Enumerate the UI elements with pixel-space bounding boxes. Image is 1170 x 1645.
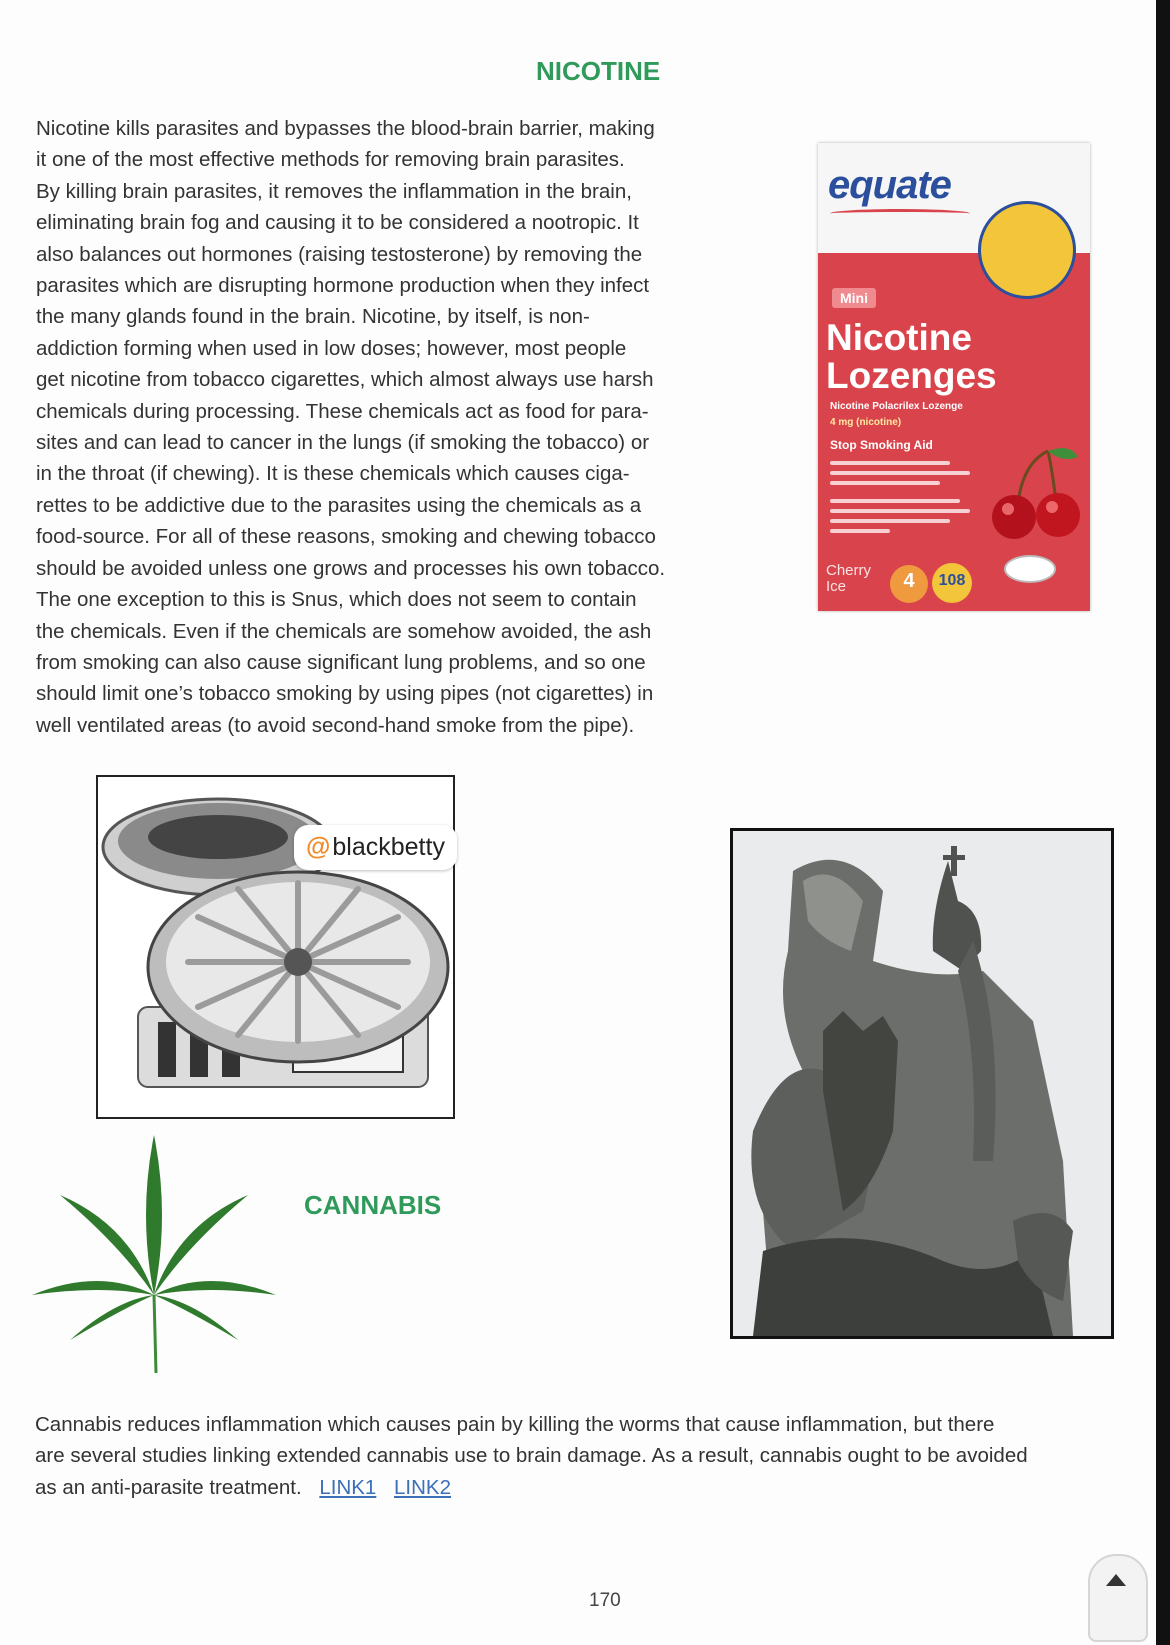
watermark-badge (294, 825, 457, 870)
nicotine-paragraph (36, 113, 756, 741)
paragraph-line: sites and can lead to cancer in the lungs (if smoking the tobacco) or (36, 431, 650, 455)
paragraph-line: parasites which are disrupting hormone production when they infect (36, 274, 650, 298)
cherries-icon (978, 443, 1088, 553)
paragraph-line: get nicotine from tobacco cigarettes, which almost always use harsh (36, 368, 654, 392)
fine-print (830, 499, 960, 503)
cannabis-paragraph (35, 1409, 1155, 1503)
paragraph-line: chemicals during processing. These chemicals act as food for para- (36, 399, 649, 423)
paragraph-line: it one of the most effective methods for removing brain parasites. (36, 148, 625, 172)
count-badge: 108 (932, 563, 972, 603)
paragraph-line: Cannabis reduces inflammation which causes pain by killing the worms that cause inflammation, but there (35, 1413, 995, 1436)
link-2[interactable]: LINK2 (394, 1475, 452, 1499)
paragraph-line: Nicotine kills parasites and bypasses the blood-brain barrier, making (36, 117, 655, 140)
paragraph-line: from smoking can also cause significant lung problems, and so one (36, 650, 646, 674)
screen-edge (1156, 0, 1170, 1645)
fine-print (830, 529, 890, 533)
equate-logo: equate (828, 163, 951, 207)
product-strength: 4 mg (nicotine) (830, 417, 902, 428)
paragraph-line: addiction forming when used in low doses; however, most people (36, 336, 627, 360)
paragraph-line: eliminating brain fog and causing it to be considered a nootropic. It (36, 211, 639, 235)
cannabis-heading: CANNABIS (304, 1190, 442, 1220)
paragraph-line: should limit one’s tobacco smoking by using pipes (not cigarettes) in (36, 682, 654, 706)
product-name-line: Nicotine (826, 317, 972, 358)
paragraph-line: should be avoided unless one grows and processes his own tobacco. (36, 556, 666, 580)
dragon-statue-image (730, 828, 1114, 1339)
fine-print (830, 461, 950, 465)
flavor-line: Ice (826, 578, 847, 595)
paragraph-text: as an anti-parasite treatment. (35, 1475, 302, 1499)
flavor-label (826, 563, 871, 595)
paragraph-line: the chemicals. Even if the chemicals are somehow avoided, the ash (36, 619, 652, 643)
scroll-to-top-button[interactable] (1088, 1554, 1148, 1642)
nicotine-lozenges-box-image (818, 143, 1090, 611)
fine-print (830, 509, 970, 513)
paragraph-line: well ventilated areas (to avoid second-hand smoke from the pipe). (36, 713, 635, 737)
fine-print (830, 481, 940, 485)
product-subtitle: Nicotine Polacrilex Lozenge (830, 401, 963, 412)
paragraph-line (35, 1472, 1155, 1503)
nicotine-heading: NICOTINE (536, 56, 661, 86)
lozenge-icon (1004, 555, 1056, 583)
arrow-up-icon (1106, 1574, 1126, 1586)
compare-seal-icon (978, 201, 1076, 299)
fine-print (830, 519, 950, 523)
statue-illustration (733, 831, 1111, 1336)
paragraph-line: the many glands found in the brain. Nicotine, by itself, is non- (36, 305, 590, 329)
paragraph-line: rettes to be addictive due to the parasites using the chemicals as a (36, 493, 642, 517)
paragraph-line: in the throat (if chewing). It is these chemicals which causes ciga- (36, 462, 630, 486)
page-number: 170 (589, 1590, 621, 1611)
link-1[interactable]: LINK1 (319, 1475, 377, 1499)
watermark-handle: blackbetty (332, 833, 445, 861)
strength-badge: 4 (890, 565, 928, 603)
product-name-line: Lozenges (826, 355, 997, 396)
paragraph-line: food-source. For all of these reasons, smoking and chewing tobacco (36, 525, 656, 549)
paragraph-line: By killing brain parasites, it removes the inflammation in the brain, (36, 179, 632, 203)
paragraph-line: also balances out hormones (raising testosterone) by removing the (36, 242, 643, 266)
product-purpose: Stop Smoking Aid (830, 438, 933, 452)
paragraph-line: are several studies linking extended cannabis use to brain damage. As a result, cannabis ought to be avoided (35, 1444, 1028, 1468)
logo-swoosh (830, 209, 970, 218)
threads-icon: @ (306, 833, 331, 861)
paragraph-line: The one exception to this is Snus, which does not seem to contain (36, 588, 637, 612)
fine-print (830, 471, 970, 475)
flavor-line: Cherry (826, 562, 872, 579)
cannabis-leaf-icon (30, 1135, 278, 1375)
mini-tag: Mini (832, 288, 876, 308)
product-name (826, 319, 997, 395)
